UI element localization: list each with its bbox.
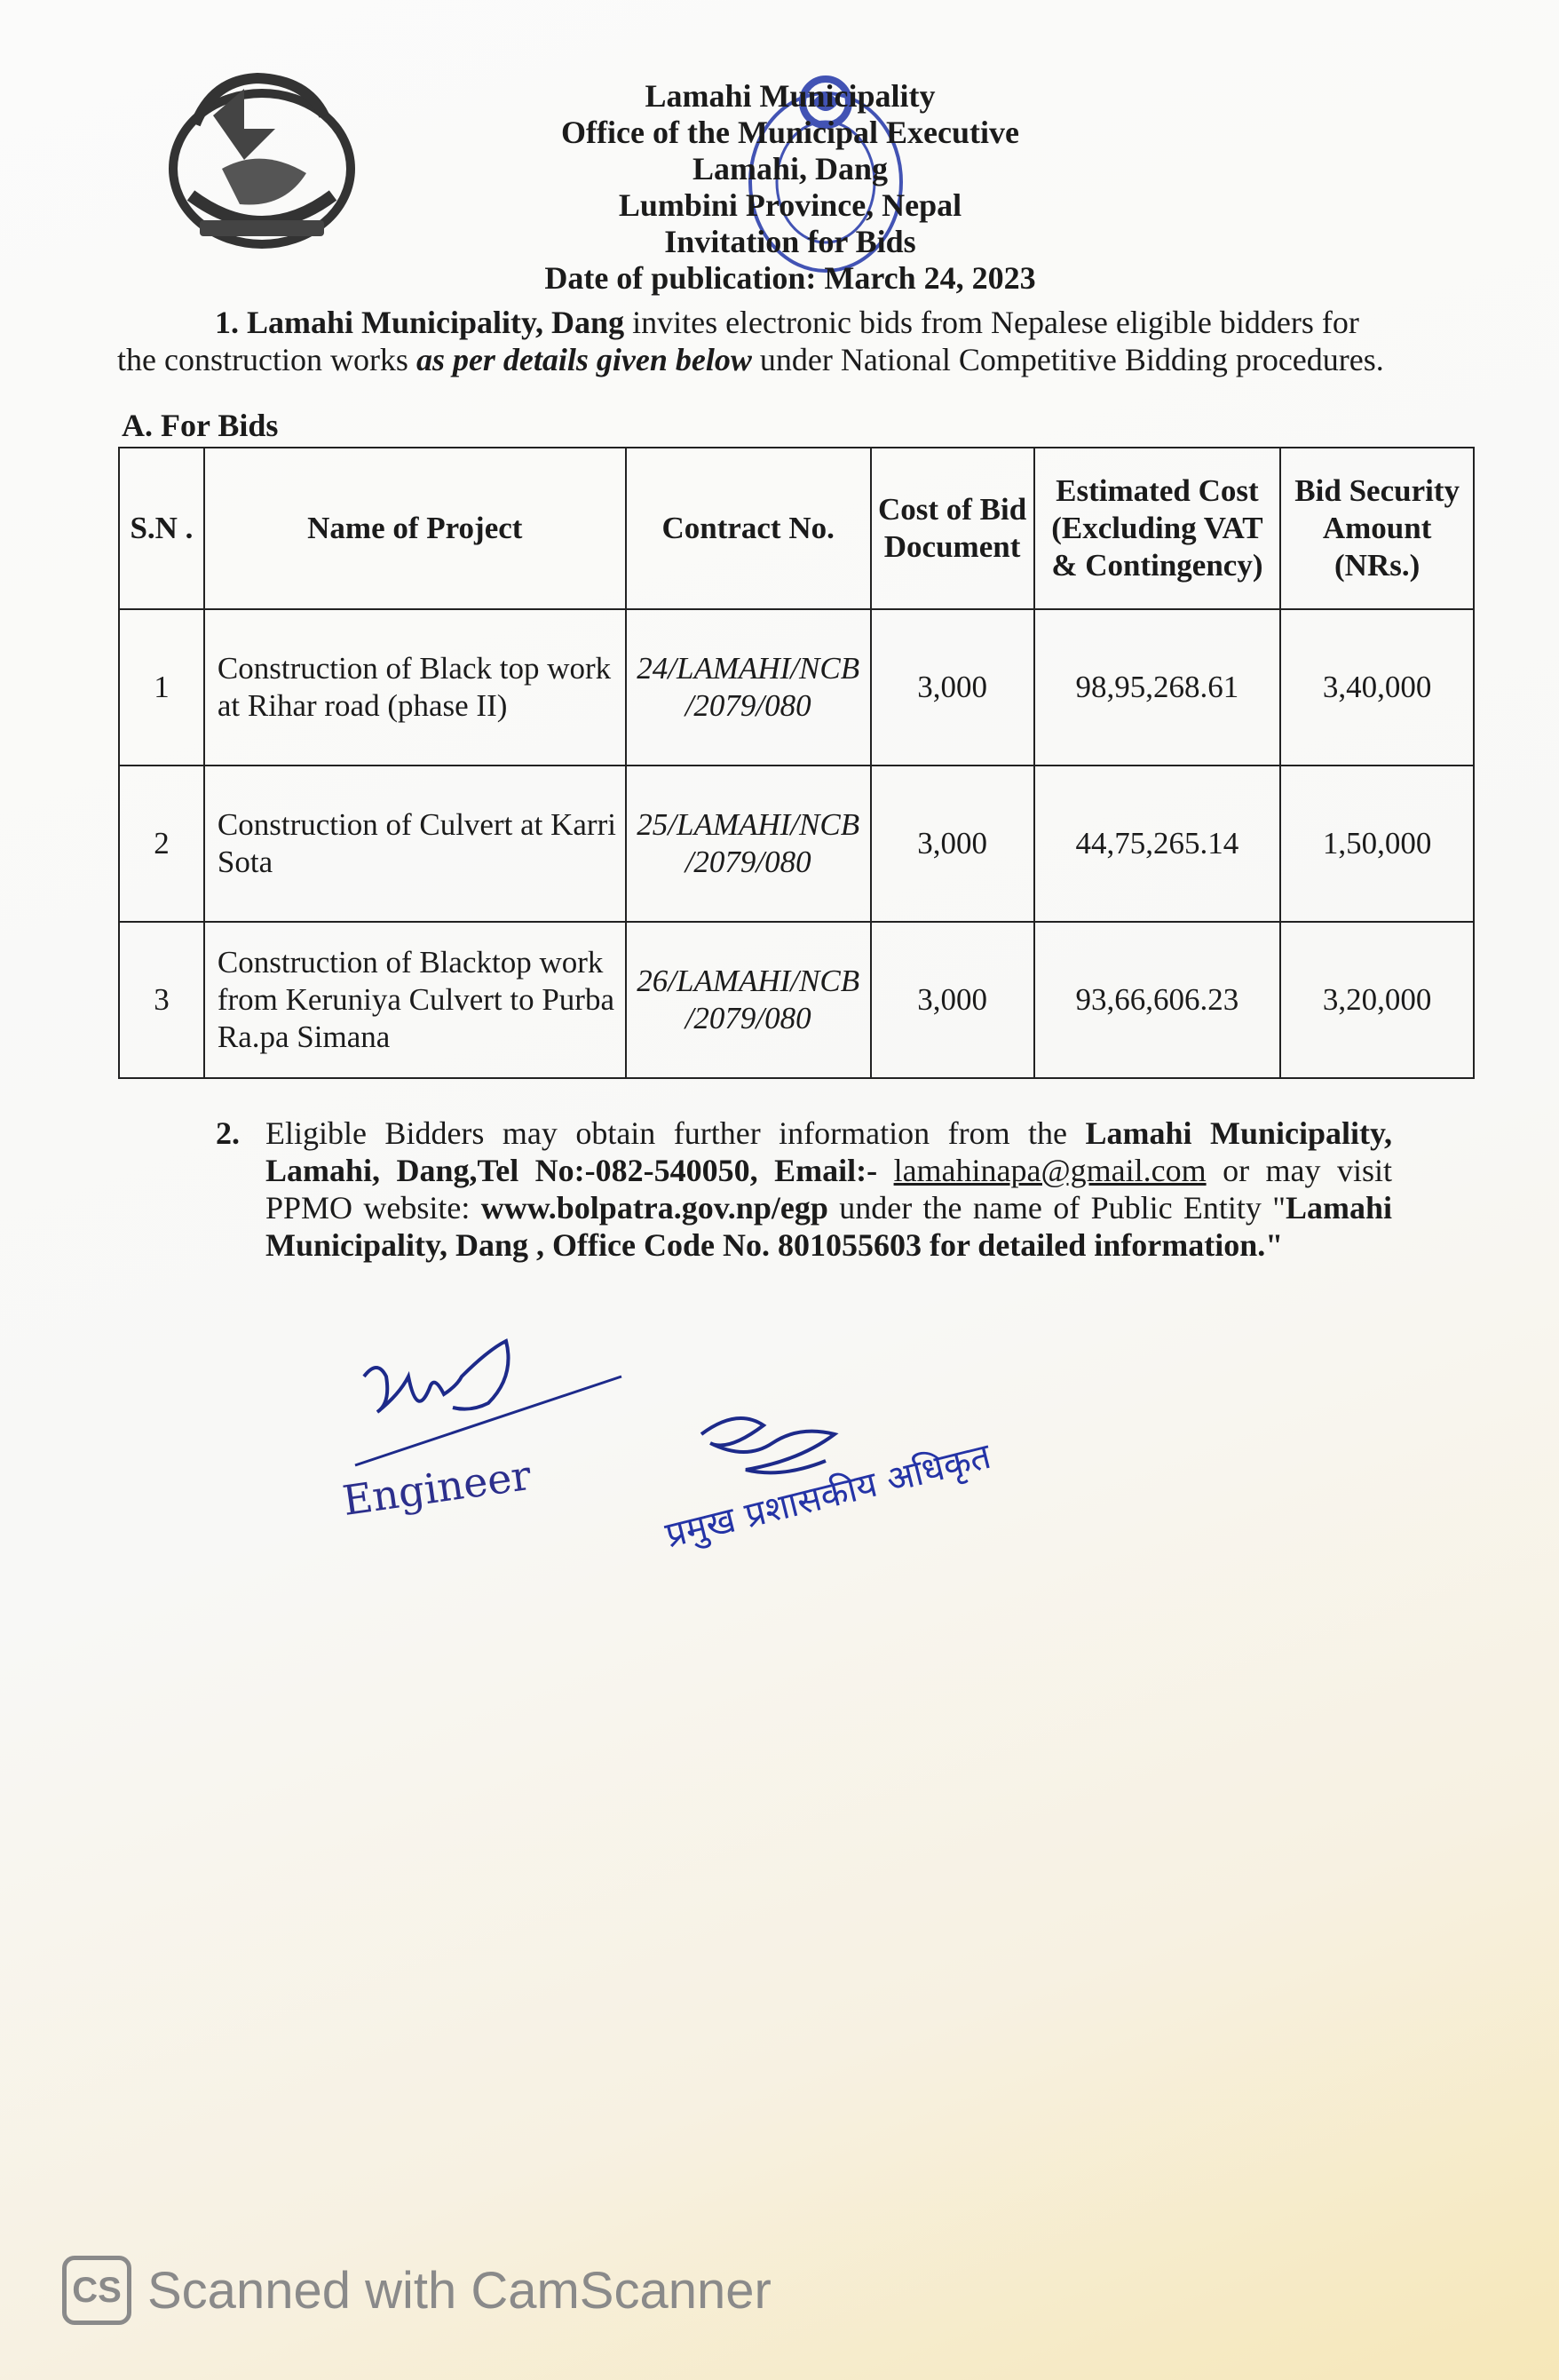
officer-title: प्रमुख प्रशासकीय अधिकृत [661, 1435, 995, 1557]
nepal-emblem-icon [160, 62, 364, 258]
contract-part: 25/LAMAHI/NCB [637, 807, 860, 842]
cell-bid-security: 3,40,000 [1280, 609, 1474, 766]
text: under National Competitive Bidding procedures. [759, 342, 1384, 377]
paragraph-number: 1. [215, 305, 239, 340]
cell-estimated-cost: 93,66,606.23 [1034, 922, 1281, 1078]
section-a-label: A. For Bids [122, 408, 279, 443]
camscanner-watermark [62, 2256, 772, 2325]
office-location: Lamahi, Dang [692, 151, 889, 186]
bold-text: Lamahi Municipality, Dang [247, 305, 625, 340]
province: Lumbini Province, Nepal [618, 187, 962, 223]
col-header-doc-cost: Cost of Bid Document [871, 448, 1034, 609]
table-row [119, 609, 1474, 766]
cell-bid-security: 3,20,000 [1280, 922, 1474, 1078]
cell-estimated-cost: 98,95,268.61 [1034, 609, 1281, 766]
cell-doc-cost: 3,000 [871, 922, 1034, 1078]
text: invites electronic bids from Nepalese eligible bidders for the construction works [117, 305, 1359, 377]
cell-sn: 3 [119, 922, 204, 1078]
text: under the name of Public Entity " [839, 1190, 1286, 1226]
contract-part: /2079/080 [685, 1001, 811, 1035]
text: or may visit PPMO website: [265, 1153, 1392, 1226]
contract-part: 24/LAMAHI/NCB [637, 651, 860, 686]
paragraph-number: 2. [216, 1115, 240, 1151]
municipality-name: Lamahi Municipality [645, 78, 936, 114]
contract-part: 26/LAMAHI/NCB [637, 964, 860, 998]
office-name: Office of the Municipal Executive [561, 115, 1019, 150]
text: Eligible Bidders may obtain further information from the [265, 1115, 1068, 1151]
cell-project-name: Construction of Culvert at Karri Sota [204, 766, 626, 922]
bids-table [118, 447, 1475, 1079]
col-header-contract: Contract No. [626, 448, 871, 609]
cell-project-name: Construction of Black top work at Rihar road (phase II) [204, 609, 626, 766]
table-row [119, 766, 1474, 922]
publication-date: Date of publication: March 24, 2023 [544, 260, 1036, 296]
contact-details: Lamahi Municipality, Lamahi, Dang,Tel No:-082-540050, Email:- [265, 1115, 1393, 1188]
col-header-estimated-cost: Estimated Cost (Excluding VAT & Contingency) [1034, 448, 1281, 609]
cell-project-name: Construction of Blacktop work from Keruniya Culvert to Purba Ra.pa Simana [204, 922, 626, 1078]
cell-contract [626, 766, 871, 922]
document-header [497, 78, 1083, 297]
document-title: Invitation for Bids [664, 224, 916, 259]
cell-bid-security: 1,50,000 [1280, 766, 1474, 922]
entity-details: Lamahi Municipality, Dang , Office Code No. 801055603 for detailed information." [265, 1190, 1393, 1263]
table-row [119, 922, 1474, 1078]
cell-doc-cost: 3,000 [871, 609, 1034, 766]
table-header-row [119, 448, 1474, 609]
col-header-sn: S.N . [119, 448, 204, 609]
paragraph-2 [216, 1115, 1392, 1264]
col-header-bid-security: Bid Security Amount (NRs.) [1280, 448, 1474, 609]
paragraph-1 [117, 304, 1396, 378]
website-link[interactable]: www.bolpatra.gov.np/egp [480, 1190, 828, 1226]
watermark-label: Scanned with CamScanner [147, 2261, 772, 2320]
col-header-project: Name of Project [204, 448, 626, 609]
cell-sn: 2 [119, 766, 204, 922]
contract-part: /2079/080 [685, 688, 811, 723]
cell-estimated-cost: 44,75,265.14 [1034, 766, 1281, 922]
cell-contract [626, 922, 871, 1078]
camscanner-logo-icon: CS [62, 2256, 131, 2325]
italic-text: as per details given below [415, 342, 752, 377]
engineer-label: Engineer [339, 1450, 534, 1525]
cell-doc-cost: 3,000 [871, 766, 1034, 922]
cell-contract [626, 609, 871, 766]
cell-sn: 1 [119, 609, 204, 766]
contract-part: /2079/080 [685, 845, 811, 879]
email-link[interactable]: lamahinapa@gmail.com [893, 1153, 1207, 1188]
